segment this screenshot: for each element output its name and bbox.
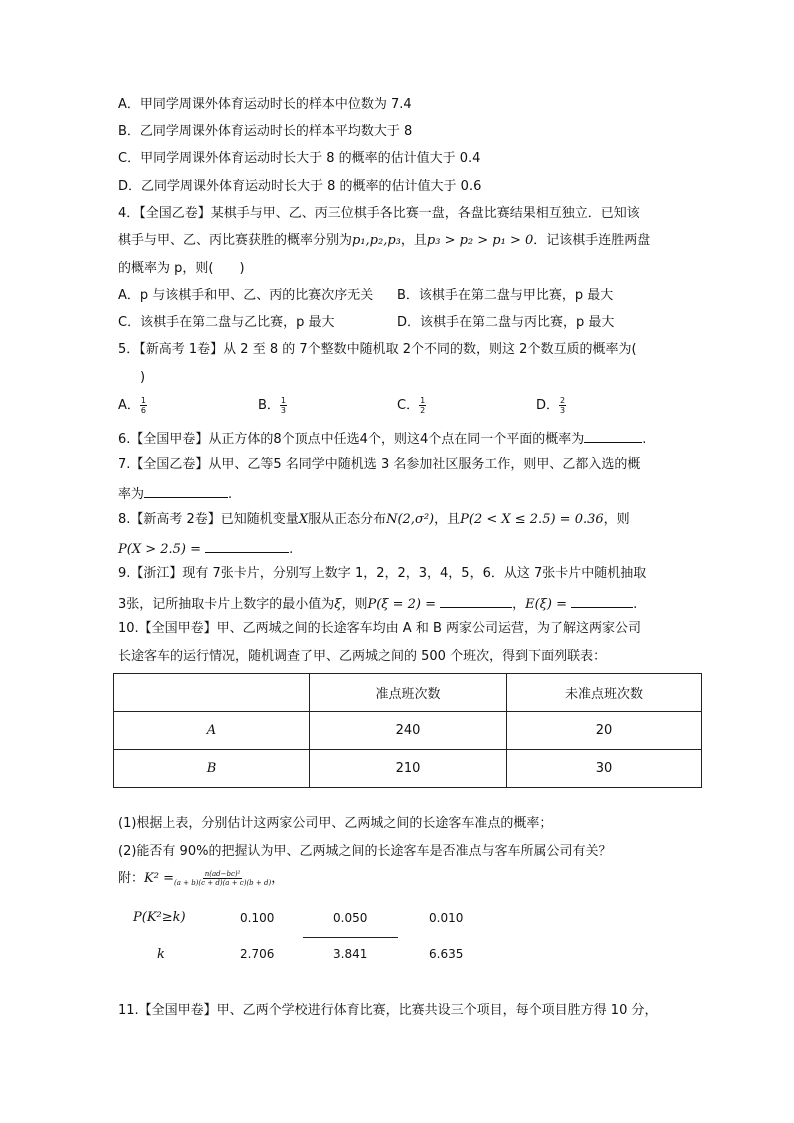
q5-line-2: ) [140,370,146,385]
table-cell [114,674,310,712]
table-row [114,712,702,750]
q6-line: 6.【全国甲卷】从正方体的8个顶点中任选4个，则这4个点在同一个平面的概率为 . [118,428,646,449]
answer-blank[interactable] [571,593,633,608]
table-cell: 30 [507,750,702,788]
ref-k-value: 6.635 [429,947,464,961]
q4-option-c: C．该棋手在第二盘与乙比赛，p 最大 [118,315,335,330]
q3-option-d: D．乙同学周课外体育运动时长大于 8 的概率的估计值大于 0.6 [118,179,482,194]
q11-line-1: 11.【全国甲卷】甲、乙两个学校进行体育比赛，比赛共设三个项目，每个项目胜方得 10 分， [118,1003,658,1018]
q5-line-1: 5．【新高考 1卷】从 2 至 8 的 7个整数中随机取 2个不同的数，则这 2个数互质的概率为( [118,342,637,357]
answer-blank[interactable] [440,593,512,608]
q8-condition: P(2 < X ≤ 2.5) = 0.36 [460,512,604,527]
q3-option-b: B．乙同学周课外体育运动时长的样本平均数大于 8 [118,124,413,139]
answer-blank[interactable] [144,483,228,498]
ref-p-value: 0.050 [333,911,368,925]
ref-row2-label: k [157,947,165,962]
q9-line-2: 3张，记所抽取卡片上数字的最小值为ξ，则P(ξ = 2) = ，E(ξ) = . [118,593,637,614]
table-cell: 未准点班次数 [507,674,702,712]
q8-line-2: P(X > 2.5) = . [118,538,293,559]
q4-option-d: D．该棋手在第二盘与丙比赛，p 最大 [397,315,615,330]
q4-option-b: B．该棋手在第二盘与甲比赛，p 最大 [397,288,614,303]
table-header-row [114,674,702,712]
q5-option-a: A． $\frac{1}{6}$ [118,396,146,415]
contingency-table [113,673,702,788]
q10-sub-1: (1)根据上表，分别估计这两家公司甲、乙两城之间的长途客车准点的概率； [118,816,553,831]
q3-option-a: A．甲同学周课外体育运动时长的样本中位数为 7.4 [118,97,412,112]
table-cell: A [114,712,310,750]
q8-line-1: 8.【新高考 2卷】已知随机变量X服从正态分布N(2,σ²)，且P(2 < X ≤ 2.5) = 0.36，则 [118,512,630,527]
ref-p-value: 0.100 [240,911,275,925]
q7-line-2: 率为 . [118,483,232,504]
table-cell: 20 [507,712,702,750]
q5-option-c: C． $\frac{1}{2}$ [397,396,426,415]
q4-line-3: 的概率为 p，则( ) [118,261,245,276]
q4-prob-vars: p₁,p₂,p₃ [352,233,401,248]
q10-line-1: 10.【全国甲卷】甲、乙两城之间的长途客车均由 A 和 B 两家公司运营，为了解这两家公司 [118,621,642,636]
q4-option-a: A．p 与该棋手和甲、乙、丙的比赛次序无关 [118,288,374,303]
q10-line-2: 长途客车的运行情况，随机调查了甲、乙两城之间的 500 个班次，得到下面列联表： [118,649,607,664]
ref-p-value: 0.010 [429,911,464,925]
q5-option-d: D． $\frac{2}{3}$ [536,396,566,415]
answer-blank[interactable] [584,428,642,443]
ref-row1-label: P(K²≥k) [133,910,186,925]
ref-k-value: 3.841 [333,947,368,961]
ref-k-value: 2.706 [240,947,275,961]
q4-inequality: p₃ > p₂ > p₁ > 0 [426,233,534,248]
answer-blank[interactable] [205,538,289,553]
q10-formula: 附：K² = $\frac{\text{n(ad−bc)²}}{(a + b)(c + d)(a + c)(b + d)}$ ， [118,870,285,887]
table-cell: 240 [310,712,507,750]
table-row [114,750,702,788]
q8-distribution: N(2,σ²) [386,512,435,527]
q10-sub-2: (2)能否有 90%的把握认为甲、乙两城之间的长途客车是否准点与客车所属公司有关？ [118,844,612,859]
q7-line-1: 7.【全国乙卷】从甲、乙等5 名同学中随机选 3 名参加社区服务工作，则甲、乙都入选的概 [118,457,641,472]
table-cell: 210 [310,750,507,788]
q3-option-c: C．甲同学周课外体育运动时长大于 8 的概率的估计值大于 0.4 [118,151,481,166]
q4-line-1: 4．【全国乙卷】某棋手与甲、乙、丙三位棋手各比赛一盘，各盘比赛结果相互独立．已知该 [118,206,640,221]
q4-line-2: 棋手与甲、乙、丙比赛获胜的概率分别为p₁,p₂,p₃，且p₃ > p₂ > p₁ > 0．记该棋手连胜两盘 [118,233,651,248]
ref-divider [303,937,398,938]
q5-option-b: B． $\frac{1}{3}$ [258,396,287,415]
table-cell: B [114,750,310,788]
table-cell: 准点班次数 [310,674,507,712]
q9-line-1: 9.【浙江】现有 7张卡片，分别写上数字 1，2，2，3，4，5，6．从这 7张卡片中随机抽取 [118,566,647,581]
